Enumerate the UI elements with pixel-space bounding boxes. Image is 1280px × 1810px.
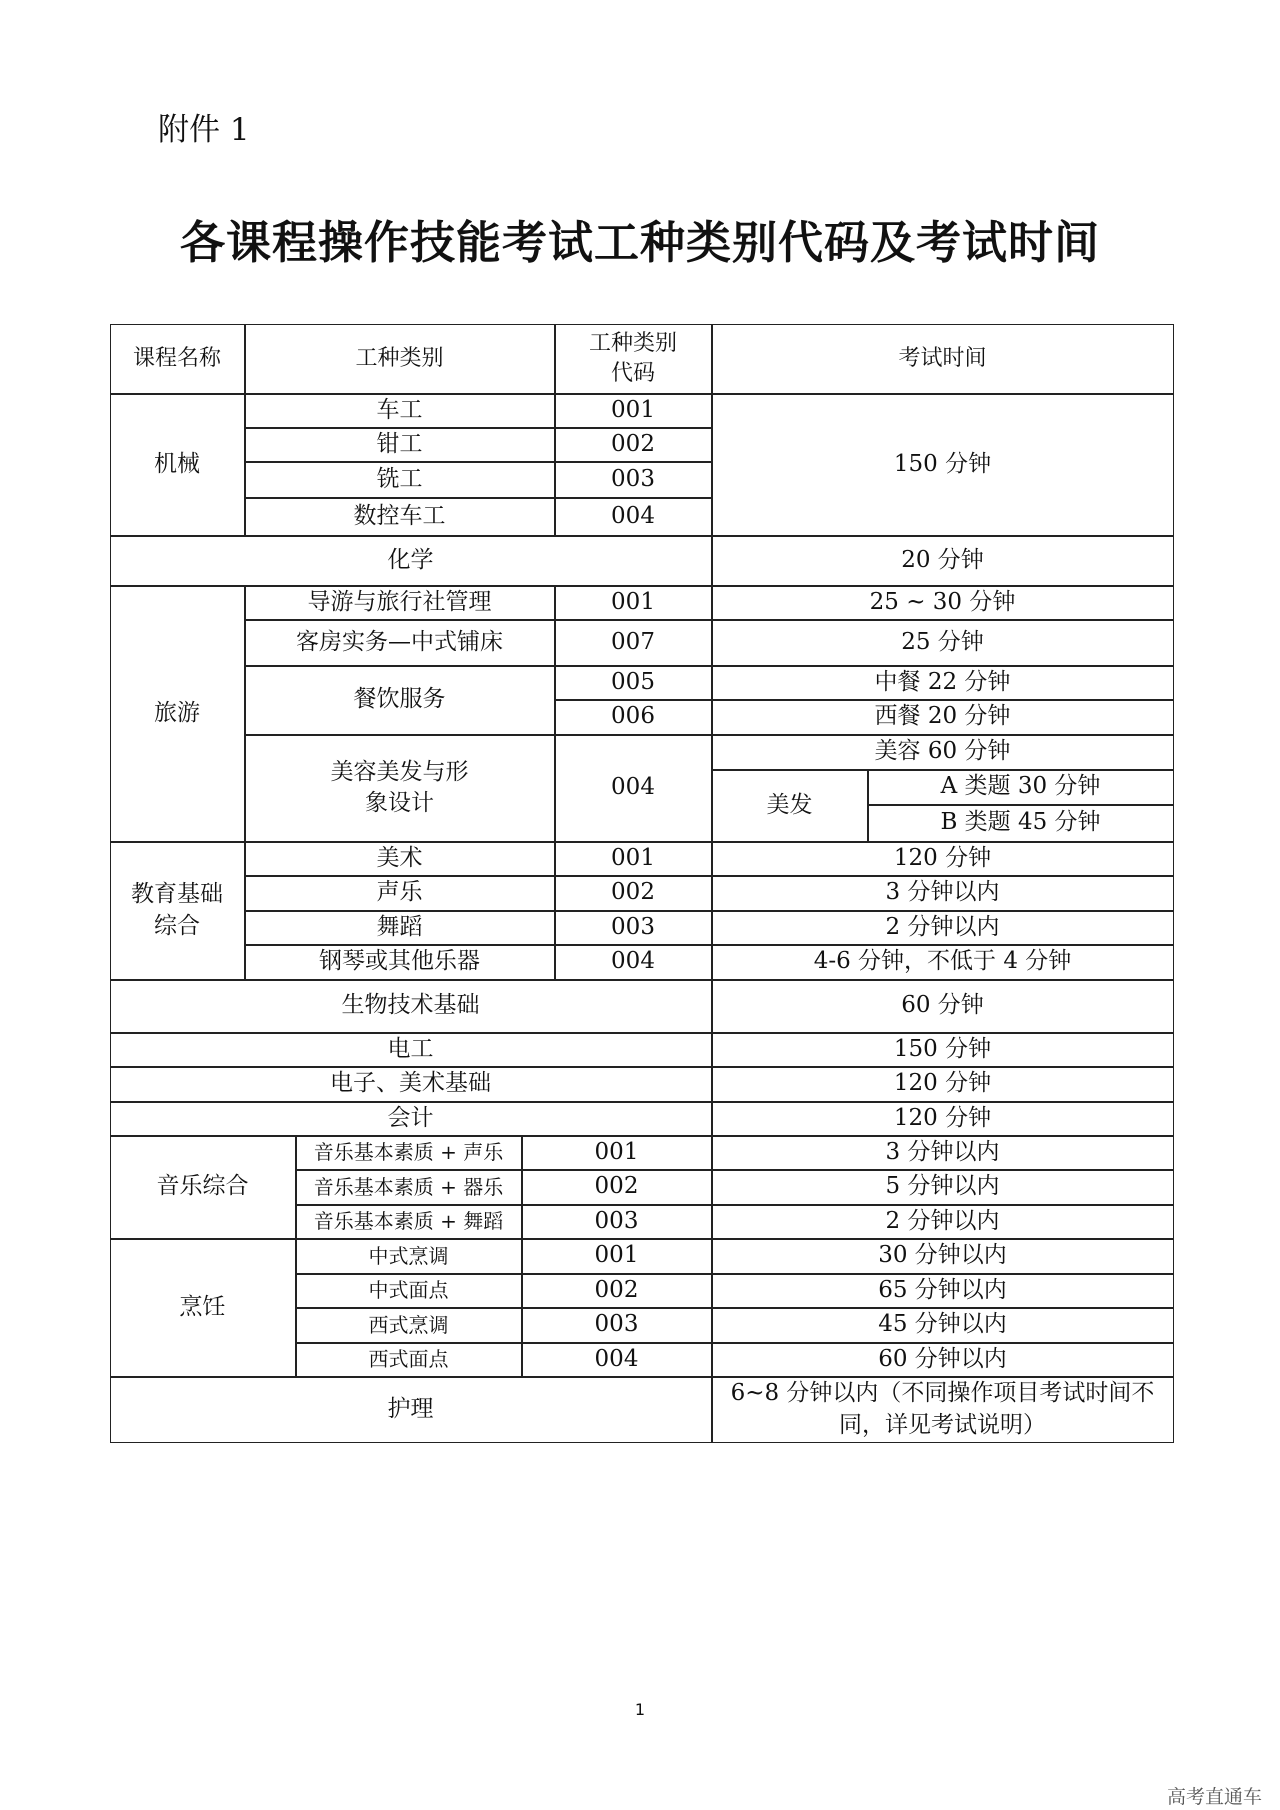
type-cell: 钳工 bbox=[245, 428, 555, 462]
code-cell: 001 bbox=[555, 842, 712, 876]
time-cell: 美容 60 分钟 bbox=[712, 735, 1174, 770]
type-cell: 美术 bbox=[245, 842, 555, 876]
time-cell: 西餐 20 分钟 bbox=[712, 700, 1174, 735]
type-cell: 音乐基本素质 + 器乐 bbox=[296, 1170, 522, 1205]
course-lvyou: 旅游 bbox=[110, 586, 245, 842]
type-cell: 声乐 bbox=[245, 876, 555, 911]
time-cell: 30 分钟以内 bbox=[712, 1239, 1174, 1274]
time-cell: 25 分钟 bbox=[712, 620, 1174, 666]
code-cell: 002 bbox=[555, 428, 712, 462]
time-cell: 2 分钟以内 bbox=[712, 1205, 1174, 1239]
code-cell: 005 bbox=[555, 666, 712, 700]
code-cell: 004 bbox=[522, 1343, 712, 1377]
type-cell: 车工 bbox=[245, 394, 555, 428]
time-cell: 120 分钟 bbox=[712, 1067, 1174, 1102]
header-code: 工种类别代码 bbox=[555, 324, 712, 394]
course-pengren: 烹饪 bbox=[110, 1239, 296, 1377]
code-cell: 001 bbox=[555, 586, 712, 620]
type-cell: 音乐基本素质 + 声乐 bbox=[296, 1136, 522, 1170]
course-jixie: 机械 bbox=[110, 394, 245, 536]
time-cell: 120 分钟 bbox=[712, 1102, 1174, 1136]
time-cell: 中餐 22 分钟 bbox=[712, 666, 1174, 700]
time-cell: 150 分钟 bbox=[712, 394, 1174, 536]
code-cell: 001 bbox=[555, 394, 712, 428]
watermark: 高考直通车 bbox=[1166, 1786, 1262, 1808]
type-cell: 钢琴或其他乐器 bbox=[245, 945, 555, 980]
course-kuaiji: 会计 bbox=[110, 1102, 712, 1136]
code-cell: 002 bbox=[522, 1274, 712, 1308]
page-number: 1 bbox=[634, 1700, 646, 1719]
course-huaxue: 化学 bbox=[110, 536, 712, 586]
header-course: 课程名称 bbox=[110, 324, 245, 394]
time-cell: 2 分钟以内 bbox=[712, 911, 1174, 945]
type-cell: 铣工 bbox=[245, 462, 555, 498]
type-cell: 西式面点 bbox=[296, 1343, 522, 1377]
time-cell: 60 分钟以内 bbox=[712, 1343, 1174, 1377]
time-cell: 3 分钟以内 bbox=[712, 876, 1174, 911]
type-cell: 中式面点 bbox=[296, 1274, 522, 1308]
header-time: 考试时间 bbox=[712, 324, 1174, 394]
time-cell: 60 分钟 bbox=[712, 980, 1174, 1033]
time-cell: 4-6 分钟，不低于 4 分钟 bbox=[712, 945, 1174, 980]
time-cell: 6~8 分钟以内（不同操作项目考试时间不同，详见考试说明） bbox=[712, 1377, 1174, 1443]
type-cell: 餐饮服务 bbox=[245, 666, 555, 735]
type-cell: 西式烹调 bbox=[296, 1308, 522, 1343]
course-dianzi: 电子、美术基础 bbox=[110, 1067, 712, 1102]
time-cell: 20 分钟 bbox=[712, 536, 1174, 586]
time-cell: 120 分钟 bbox=[712, 842, 1174, 876]
meifa-label: 美发 bbox=[712, 770, 868, 842]
time-cell: 3 分钟以内 bbox=[712, 1136, 1174, 1170]
type-cell: 美容美发与形象设计 bbox=[245, 735, 555, 842]
type-cell: 中式烹调 bbox=[296, 1239, 522, 1274]
code-cell: 003 bbox=[522, 1308, 712, 1343]
code-cell: 002 bbox=[555, 876, 712, 911]
code-cell: 004 bbox=[555, 498, 712, 536]
type-cell: 音乐基本素质 + 舞蹈 bbox=[296, 1205, 522, 1239]
type-cell: 导游与旅行社管理 bbox=[245, 586, 555, 620]
time-cell: 45 分钟以内 bbox=[712, 1308, 1174, 1343]
time-cell: A 类题 30 分钟 bbox=[868, 770, 1174, 805]
code-cell: 001 bbox=[522, 1136, 712, 1170]
course-jiaoyu: 教育基础综合 bbox=[110, 842, 245, 980]
time-cell: B 类题 45 分钟 bbox=[868, 805, 1174, 842]
code-cell: 003 bbox=[555, 462, 712, 498]
course-shengwu: 生物技术基础 bbox=[110, 980, 712, 1033]
code-cell: 001 bbox=[522, 1239, 712, 1274]
code-cell: 007 bbox=[555, 620, 712, 666]
course-huli: 护理 bbox=[110, 1377, 712, 1443]
code-cell: 006 bbox=[555, 700, 712, 735]
attachment-label: 附件 1 bbox=[158, 112, 250, 148]
course-diangong: 电工 bbox=[110, 1033, 712, 1067]
code-cell: 003 bbox=[522, 1205, 712, 1239]
code-cell: 004 bbox=[555, 735, 712, 842]
time-cell: 5 分钟以内 bbox=[712, 1170, 1174, 1205]
time-cell: 25 ~ 30 分钟 bbox=[712, 586, 1174, 620]
time-cell: 150 分钟 bbox=[712, 1033, 1174, 1067]
header-type: 工种类别 bbox=[245, 324, 555, 394]
code-cell: 003 bbox=[555, 911, 712, 945]
page-title: 各课程操作技能考试工种类别代码及考试时间 bbox=[179, 216, 1100, 269]
course-yinyue: 音乐综合 bbox=[110, 1136, 296, 1239]
code-cell: 002 bbox=[522, 1170, 712, 1205]
type-cell: 数控车工 bbox=[245, 498, 555, 536]
type-cell: 舞蹈 bbox=[245, 911, 555, 945]
code-cell: 004 bbox=[555, 945, 712, 980]
type-cell: 客房实务—中式铺床 bbox=[245, 620, 555, 666]
time-cell: 65 分钟以内 bbox=[712, 1274, 1174, 1308]
exam-time-table bbox=[110, 324, 1174, 1443]
